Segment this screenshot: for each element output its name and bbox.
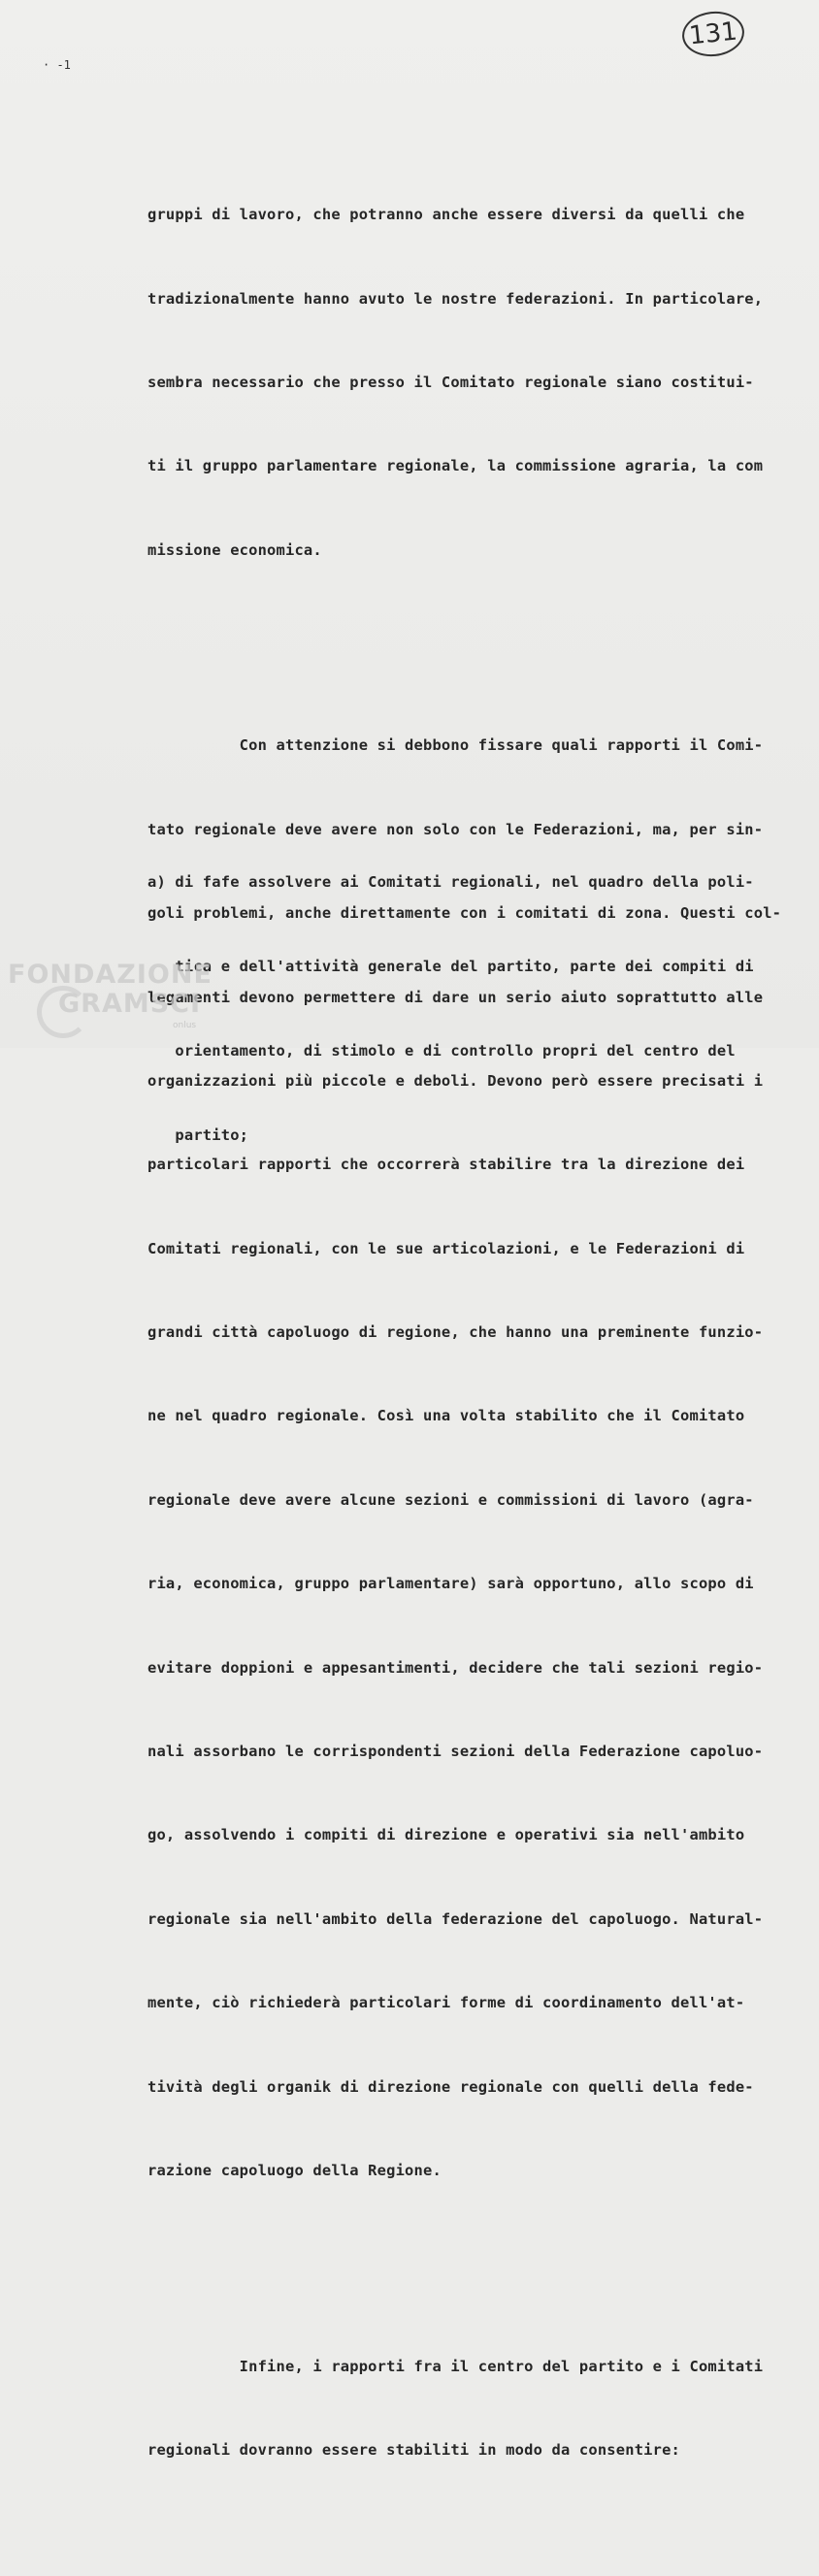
text-line: mente, ciò richiederà particolari forme di coordinamento dell'at- [147,1994,745,2012]
text-line: ria, economica, gruppo parlamentare) sarà opportuno, allo scopo di [147,1575,754,1593]
text-line: regionale sia nell'ambito della federazione del capoluogo. Natural- [147,1909,764,1928]
text-line: grandi città capoluogo di regione, che hanno una preminente funzio- [147,1323,764,1342]
list-item-a [147,812,798,1206]
text-line: regionali dovranno essere stabiliti in modo da consentire: [147,2440,681,2459]
watermark-line2: GRAMSCI [58,989,202,1019]
text-line: ti il gruppo parlamentare regionale, la commissione agraria, la com [147,457,764,475]
text-line: organizzazioni più piccole e deboli. Devono però essere precisati i [147,1071,764,1090]
text-line: go, assolvendo i compiti di direzione e operativi sia nell'ambito [147,1826,745,1844]
paragraph-3 [147,2297,798,2520]
watermark-suffix: onlus [173,1021,197,1030]
text-line: Con attenzione si debbono fissare quali rapporti il Comi- [147,736,764,755]
text-line: sembra necessario che presso il Comitato regionale siano costitui- [147,373,754,391]
text-line: ne nel quadro regionale. Così una volta stabilito che il Comitato [147,1407,745,1425]
text-line: tradizionalmente hanno avuto le nostre federazioni. In particolare, [147,289,764,308]
watermark-logo [8,960,213,1030]
logo-g-icon [37,986,89,1038]
text-line: evitare doppioni e appesantimenti, decidere che tali sezioni regio- [147,1658,764,1677]
paragraph-1 [147,146,798,621]
watermark-line1: FONDAZIONE [8,960,213,990]
page-number: 131 [680,9,746,59]
text-line: goli problemi, anche direttamente con i comitati di zona. Questi col- [147,904,782,923]
text-line: tato regionale deve avere non solo con le Federazioni, ma, per sin- [147,820,764,838]
text-line: razione capoluogo della Regione. [147,2161,442,2179]
text-line: Comitati regionali, con le sue articolazioni, e le Federazioni di [147,1239,745,1257]
text-line: nali assorbano le corrispondenti sezioni della Federazione capoluo- [147,1743,764,1761]
text-line: orientamento, di stimolo e di controllo propri del centro del [147,1042,736,1060]
text-line: partito; [147,1126,249,1144]
text-line: gruppi di lavoro, che potranno anche essere diversi da quelli che [147,206,745,224]
text-line: legamenti devono permettere di dare un serio aiuto soprattutto alle [147,988,764,1006]
text-line: a) di fafe assolvere ai Comitati regionali, nel quadro della poli- [147,873,754,891]
text-line: missione economica. [147,540,322,559]
text-line: tività degli organik di direzione regionale con quelli della fede- [147,2077,754,2096]
corner-mark: · -1 [43,58,71,72]
body-text [147,89,798,2576]
text-line: regionale deve avere alcune sezioni e commissioni di lavoro (agra- [147,1490,754,1509]
text-line: particolari rapporti che occorrerà stabilire tra la direzione dei [147,1156,745,1174]
text-line: tica e dell'attività generale del partito, parte dei compiti di [147,958,754,975]
text-line: Infine, i rapporti fra il centro del partito e i Comitati [147,2357,764,2375]
